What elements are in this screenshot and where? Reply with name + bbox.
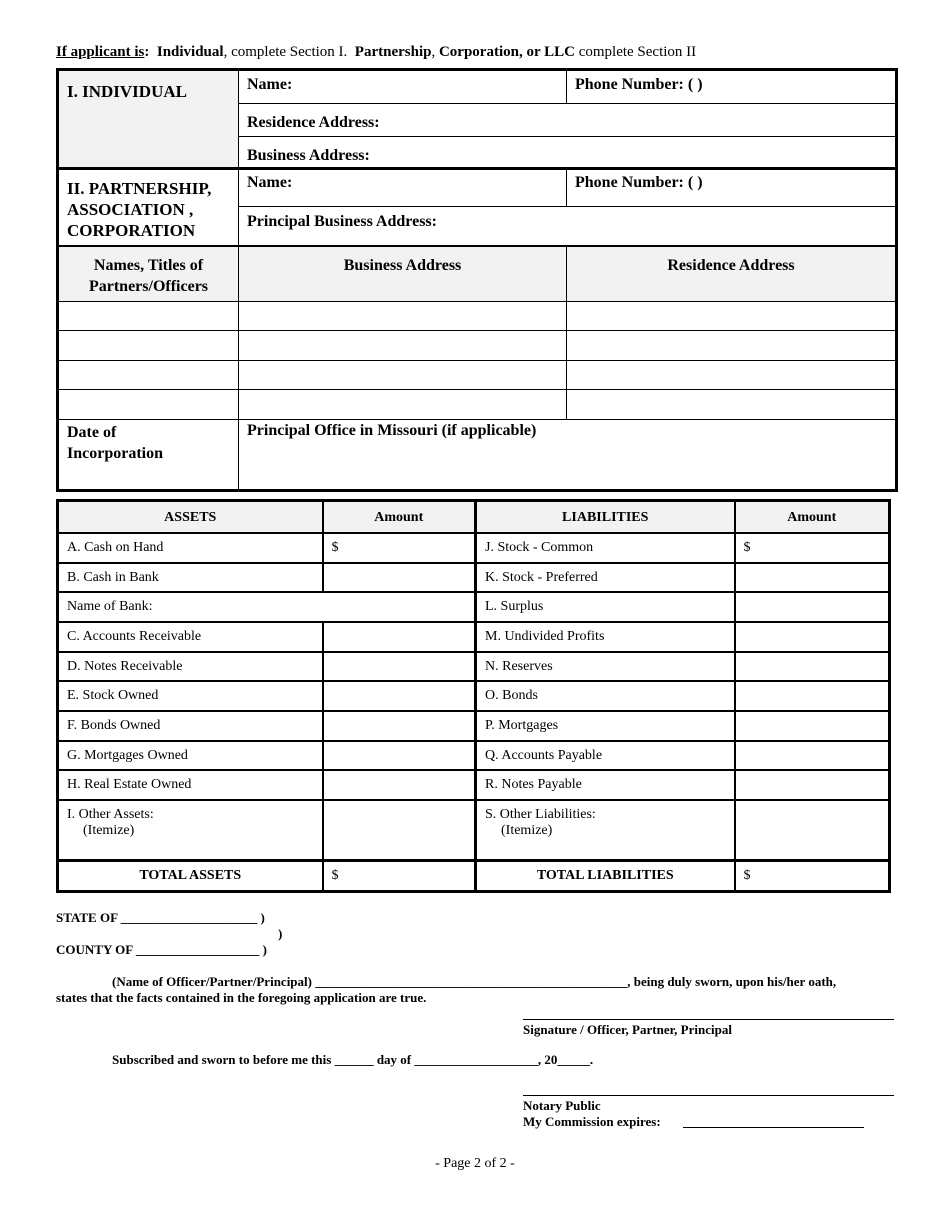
section2-title-line3: CORPORATION bbox=[67, 221, 196, 240]
intro-partnership: Partnership bbox=[354, 44, 432, 60]
liability-amount-cell[interactable] bbox=[735, 622, 890, 652]
officers-col-residence-text: Residence Address bbox=[667, 256, 795, 274]
asset-amount-cell[interactable] bbox=[323, 741, 476, 770]
asset-amount-cell[interactable] bbox=[323, 622, 476, 652]
assets-header: ASSETS bbox=[58, 501, 323, 533]
state-of-line[interactable]: STATE OF _____________________ ) bbox=[56, 910, 265, 925]
officers-col-business bbox=[239, 246, 567, 302]
liability-amount-cell[interactable] bbox=[735, 592, 890, 622]
liability-amount-cell[interactable] bbox=[735, 770, 890, 800]
asset-label: E. Stock Owned bbox=[58, 681, 323, 711]
liability-amount-cell[interactable] bbox=[735, 681, 890, 711]
individual-business-field[interactable] bbox=[239, 137, 897, 169]
section2-title-line1: II. PARTNERSHIP, bbox=[67, 179, 212, 198]
liability-amount-cell[interactable] bbox=[735, 652, 890, 681]
officer-residence-cell[interactable] bbox=[567, 331, 897, 361]
financial-row bbox=[58, 741, 890, 770]
asset-amount-cell[interactable] bbox=[323, 770, 476, 800]
individual-phone-field[interactable] bbox=[567, 70, 897, 104]
intro-colon: : bbox=[144, 44, 150, 60]
officer-name-cell[interactable] bbox=[58, 361, 239, 390]
intro-text1: , complete Section I. bbox=[223, 44, 348, 60]
section2-title bbox=[58, 169, 239, 246]
individual-business-label: Business Address: bbox=[247, 147, 370, 164]
individual-residence-field[interactable] bbox=[239, 104, 897, 137]
liability-label: M. Undivided Profits bbox=[476, 622, 735, 652]
officer-row bbox=[58, 361, 897, 390]
date-of-incorporation-line2: Incorporation bbox=[67, 445, 163, 462]
entity-phone-field[interactable] bbox=[567, 169, 897, 207]
officers-col-business-text: Business Address bbox=[343, 256, 462, 274]
liability-amount-header: Amount bbox=[735, 501, 890, 533]
section2-title-line2: ASSOCIATION , bbox=[67, 200, 194, 219]
intro-corporation: Corporation bbox=[438, 44, 519, 60]
section1-title bbox=[58, 70, 239, 169]
liability-label: O. Bonds bbox=[476, 681, 735, 711]
date-of-incorporation-field[interactable] bbox=[58, 420, 239, 491]
commission-expires-line[interactable] bbox=[683, 1127, 864, 1128]
officer-row bbox=[58, 331, 897, 361]
financial-statement-table bbox=[56, 499, 891, 893]
applicant-instructions bbox=[56, 44, 696, 61]
oath-line[interactable]: (Name of Officer/Partner/Principal) ________________________________________________, being duly sworn, upon his/her oath, bbox=[112, 974, 837, 989]
asset-amount-header: Amount bbox=[323, 501, 476, 533]
entity-phone-label: Phone Number: ( ) bbox=[575, 174, 703, 191]
financial-row bbox=[58, 533, 890, 563]
individual-name-label: Name: bbox=[247, 76, 293, 93]
officer-name-cell[interactable] bbox=[58, 390, 239, 420]
liability-label: P. Mortgages bbox=[476, 711, 735, 741]
other-assets-label bbox=[58, 800, 323, 861]
county-of-line[interactable]: COUNTY OF ___________________ ) bbox=[56, 942, 268, 957]
principal-business-label: Principal Business Address: bbox=[247, 213, 437, 230]
officers-col-residence bbox=[567, 246, 897, 302]
principal-business-field[interactable] bbox=[239, 207, 897, 246]
entity-name-label: Name: bbox=[247, 174, 293, 191]
other-assets-amount-cell[interactable] bbox=[323, 800, 476, 861]
asset-label: G. Mortgages Owned bbox=[58, 741, 323, 770]
asset-label: A. Cash on Hand bbox=[58, 533, 323, 563]
intro-prefix: If applicant is bbox=[56, 44, 145, 60]
officers-col-names bbox=[58, 246, 239, 302]
liability-amount-cell[interactable] bbox=[735, 741, 890, 770]
liability-amount-cell[interactable]: $ bbox=[735, 533, 890, 563]
commission-expires-label: My Commission expires: bbox=[523, 1114, 661, 1129]
liability-label: J. Stock - Common bbox=[476, 533, 735, 563]
intro-individual: Individual bbox=[156, 44, 224, 60]
other-liabilities-line2: (Itemize) bbox=[501, 822, 553, 838]
liability-amount-cell[interactable] bbox=[735, 563, 890, 592]
officer-row bbox=[58, 390, 897, 420]
officer-business-cell[interactable] bbox=[239, 302, 567, 331]
totals-row bbox=[58, 861, 890, 892]
asset-amount-cell[interactable]: $ bbox=[323, 533, 476, 563]
liability-label: Q. Accounts Payable bbox=[476, 741, 735, 770]
other-liabilities-label bbox=[476, 800, 735, 861]
asset-label: H. Real Estate Owned bbox=[58, 770, 323, 800]
individual-phone-label: Phone Number: ( ) bbox=[575, 76, 703, 93]
liability-amount-cell[interactable] bbox=[735, 711, 890, 741]
notary-public-label: Notary Public bbox=[523, 1098, 601, 1113]
officers-col-names-line1: Names, Titles of bbox=[93, 256, 204, 274]
officer-name-cell[interactable] bbox=[58, 331, 239, 361]
liability-label: R. Notes Payable bbox=[476, 770, 735, 800]
liability-label: L. Surplus bbox=[476, 592, 735, 622]
officer-residence-cell[interactable] bbox=[567, 361, 897, 390]
signature-line[interactable] bbox=[523, 1019, 894, 1020]
liabilities-header: LIABILITIES bbox=[476, 501, 735, 533]
officer-residence-cell[interactable] bbox=[567, 390, 897, 420]
venue-paren: ) bbox=[278, 926, 283, 941]
officer-row bbox=[58, 302, 897, 331]
officers-col-names-line2: Partners/Officers bbox=[88, 277, 209, 295]
principal-office-missouri-field[interactable] bbox=[239, 420, 897, 491]
financial-row bbox=[58, 770, 890, 800]
intro-or-llc: , or LLC bbox=[518, 44, 575, 60]
asset-amount-cell[interactable] bbox=[323, 563, 476, 592]
individual-residence-label: Residence Address: bbox=[247, 114, 380, 131]
individual-name-field[interactable] bbox=[239, 70, 567, 104]
page-number: - Page 2 of 2 - bbox=[435, 1156, 515, 1171]
officer-business-cell[interactable] bbox=[239, 390, 567, 420]
asset-amount-cell[interactable] bbox=[323, 681, 476, 711]
officer-business-cell[interactable] bbox=[239, 361, 567, 390]
applicant-table bbox=[56, 68, 898, 492]
asset-amount-cell[interactable] bbox=[323, 711, 476, 741]
financial-row bbox=[58, 652, 890, 681]
financial-row bbox=[58, 563, 890, 592]
financial-row bbox=[58, 592, 890, 622]
financial-row bbox=[58, 681, 890, 711]
officer-name-cell[interactable] bbox=[58, 302, 239, 331]
subscribed-sworn-line[interactable]: Subscribed and sworn to before me this ______ day of ___________________, 20_____. bbox=[112, 1052, 594, 1067]
asset-label: C. Accounts Receivable bbox=[58, 622, 323, 652]
section1-title-text: I. INDIVIDUAL bbox=[67, 82, 187, 101]
entity-name-field[interactable] bbox=[239, 169, 567, 207]
total-liabilities-label: TOTAL LIABILITIES bbox=[476, 861, 735, 892]
other-assets-line2: (Itemize) bbox=[83, 822, 135, 838]
financial-row bbox=[58, 622, 890, 652]
total-assets-label: TOTAL ASSETS bbox=[58, 861, 323, 892]
total-assets-value[interactable]: $ bbox=[323, 861, 476, 892]
principal-office-missouri-label: Principal Office in Missouri (if applicable) bbox=[247, 422, 537, 439]
date-of-incorporation-line1: Date of bbox=[67, 424, 117, 441]
oath-statement: states that the facts contained in the foregoing application are true. bbox=[56, 990, 427, 1005]
asset-amount-cell[interactable] bbox=[323, 652, 476, 681]
signature-label: Signature / Officer, Partner, Principal bbox=[523, 1022, 732, 1037]
other-liabilities-amount-cell[interactable] bbox=[735, 800, 890, 861]
asset-label: B. Cash in Bank bbox=[58, 563, 323, 592]
bank-name-field[interactable]: Name of Bank: bbox=[58, 592, 476, 622]
liability-label: N. Reserves bbox=[476, 652, 735, 681]
intro-comma: , bbox=[431, 44, 436, 60]
other-assets-line1: I. Other Assets: bbox=[67, 806, 154, 822]
officer-residence-cell[interactable] bbox=[567, 302, 897, 331]
intro-text2: complete Section II bbox=[574, 44, 697, 60]
liability-label: K. Stock - Preferred bbox=[476, 563, 735, 592]
asset-label: F. Bonds Owned bbox=[58, 711, 323, 741]
financial-row bbox=[58, 800, 890, 861]
other-liabilities-line1: S. Other Liabilities: bbox=[485, 806, 596, 822]
total-liabilities-value[interactable]: $ bbox=[735, 861, 890, 892]
notary-signature-line[interactable] bbox=[523, 1095, 894, 1096]
officer-business-cell[interactable] bbox=[239, 331, 567, 361]
asset-label: D. Notes Receivable bbox=[58, 652, 323, 681]
financial-row bbox=[58, 711, 890, 741]
